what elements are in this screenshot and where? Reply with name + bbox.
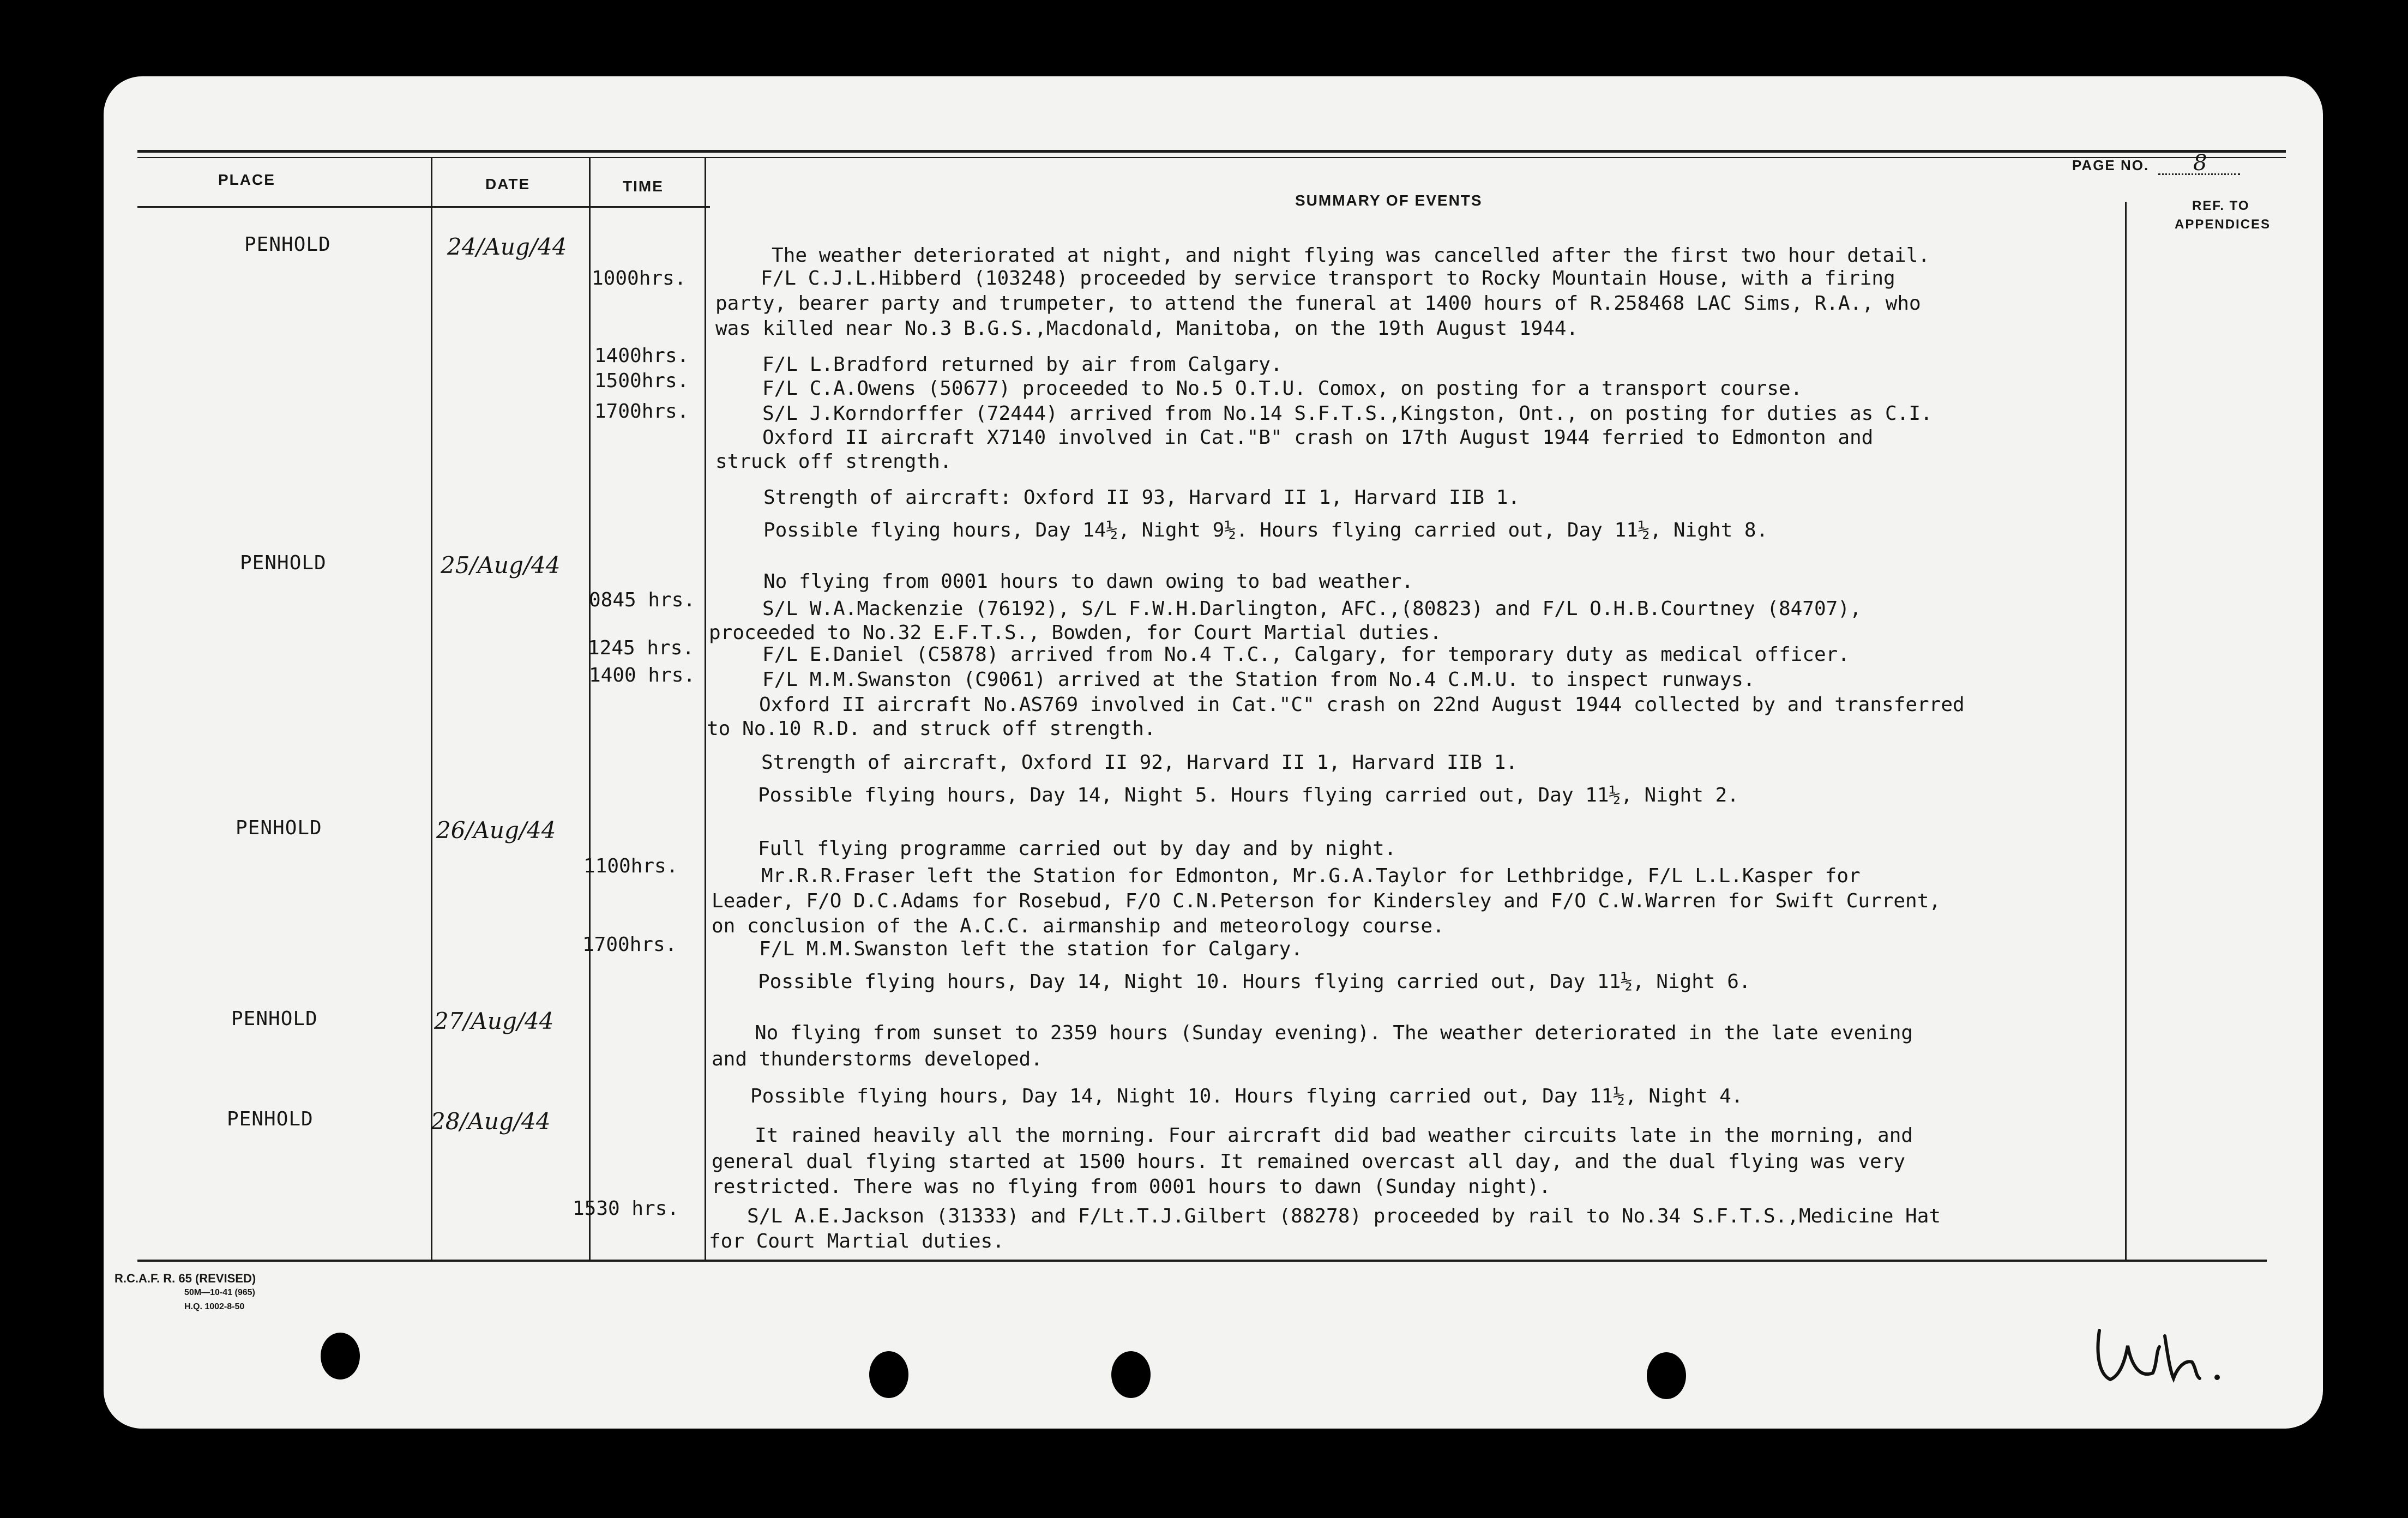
entry-date: 24/Aug/44 — [447, 233, 567, 260]
entry-line: No flying from 0001 hours to dawn owing to bad weather. — [763, 570, 1414, 593]
divider-date-time — [589, 157, 591, 1260]
entry-line: F/L M.M.Swanston left the station for Calgary. — [759, 938, 1303, 960]
entry-line: Possible flying hours, Day 14, Night 5. Hours flying carried out, Day 11½, Night 2. — [758, 784, 1739, 806]
handwritten-initials-signature — [2088, 1314, 2241, 1396]
entry-place: PENHOLD — [231, 1008, 318, 1030]
entry-place: PENHOLD — [236, 817, 322, 839]
punch-hole — [1647, 1352, 1686, 1399]
entry-line: general dual flying started at 1500 hours. It remained overcast all day, and the dual flying was very — [712, 1150, 1906, 1173]
entry-time: 1700hrs. — [582, 933, 677, 956]
entry-time: 1245 hrs. — [588, 637, 695, 659]
header-time: TIME — [623, 178, 664, 195]
entry-place: PENHOLD — [240, 552, 327, 574]
punch-hole — [869, 1351, 908, 1398]
entry-date: 26/Aug/44 — [436, 817, 556, 844]
header-summary: SUMMARY OF EVENTS — [1295, 192, 1483, 209]
divider-time-summary — [705, 157, 706, 1260]
header-ref: REF. TO — [2192, 198, 2250, 213]
entry-line: Possible flying hours, Day 14½, Night 9½. Hours flying carried out, Day 11½, Night 8. — [763, 519, 1768, 541]
entry-line: S/L W.A.Mackenzie (76192), S/L F.W.H.Darlington, AFC.,(80823) and F/L O.H.B.Courtney (84707), — [762, 598, 1862, 620]
divider-place-date — [431, 157, 432, 1260]
entry-line: S/L A.E.Jackson (31333) and F/Lt.T.J.Gilbert (88278) proceeded by rail to No.34 S.F.T.S.,Medicine Hat — [747, 1205, 1941, 1227]
entry-time: 1530 hrs. — [573, 1197, 679, 1220]
entry-line: F/L M.M.Swanston (C9061) arrived at the Station from No.4 C.M.U. to inspect runways. — [762, 668, 1755, 691]
entry-date: 25/Aug/44 — [441, 552, 561, 579]
entry-line: Oxford II aircraft No.AS769 involved in Cat."C" crash on 22nd August 1944 collected by and transferred — [759, 694, 1965, 716]
entry-time: 1500hrs. — [594, 370, 689, 392]
entry-line: restricted. There was no flying from 0001 hours to dawn (Sunday night). — [712, 1176, 1551, 1198]
entry-line: Strength of aircraft, Oxford II 92, Harvard II 1, Harvard IIB 1. — [761, 751, 1518, 774]
form-number: R.C.A.F. R. 65 (REVISED) — [115, 1272, 256, 1285]
entry-line: Full flying programme carried out by day and by night. — [758, 838, 1396, 860]
entry-time: 1400 hrs. — [589, 664, 696, 686]
punch-hole — [1111, 1351, 1151, 1398]
header-appendices: APPENDICES — [2175, 217, 2271, 232]
page-no-value: 8 — [2193, 150, 2207, 176]
page-no-label: PAGE NO. — [2072, 157, 2150, 173]
entry-line: Mr.R.R.Fraser left the Station for Edmonton, Mr.G.A.Taylor for Lethbridge, F/L L.L.Kasper for — [761, 865, 1861, 887]
entry-line: on conclusion of the A.C.C. airmanship and meteorology course. — [712, 915, 1444, 937]
entry-line: Possible flying hours, Day 14, Night 10. Hours flying carried out, Day 11½, Night 6. — [758, 971, 1751, 993]
entry-line: and thunderstorms developed. — [712, 1048, 1043, 1070]
entry-time: 1400hrs. — [594, 345, 689, 367]
entry-line: was killed near No.3 B.G.S.,Macdonald, Manitoba, on the 19th August 1944. — [715, 317, 1579, 340]
entry-line: struck off strength. — [715, 450, 952, 473]
entry-line: to No.10 R.D. and struck off strength. — [707, 718, 1156, 740]
entry-time: 1700hrs. — [594, 400, 689, 423]
entry-line: Leader, F/O D.C.Adams for Rosebud, F/O C.N.Peterson for Kindersley and F/O C.W.Warren for Swift Current, — [712, 890, 1941, 912]
entry-line: for Court Martial duties. — [709, 1230, 1004, 1252]
bottom-rule — [137, 1260, 2267, 1262]
entry-line: proceeded to No.32 E.F.T.S., Bowden, for Court Martial duties. — [709, 622, 1442, 644]
entry-line: party, bearer party and trumpeter, to attend the funeral at 1400 hours of R.258468 LAC Sims, R.A., who — [715, 292, 1921, 315]
entry-line: S/L J.Korndorffer (72444) arrived from No.14 S.F.T.S.,Kingston, Ont., on posting for duties as C.I. — [762, 402, 1933, 425]
entry-place: PENHOLD — [227, 1108, 314, 1130]
entry-date: 28/Aug/44 — [431, 1108, 551, 1135]
punch-hole — [321, 1333, 360, 1380]
print-line: H.Q. 1002-8-50 — [184, 1302, 245, 1311]
top-rule-thin — [137, 157, 2286, 158]
print-line: 50M—10-41 (965) — [184, 1288, 255, 1297]
entry-time: 1000hrs. — [592, 267, 687, 290]
entry-place: PENHOLD — [244, 233, 331, 256]
entry-time: 1100hrs. — [583, 855, 678, 877]
entry-line: It rained heavily all the morning. Four aircraft did bad weather circuits late in the morning, and — [755, 1124, 1913, 1147]
header-rule — [137, 206, 710, 208]
entry-line: F/L C.J.L.Hibberd (103248) proceeded by service transport to Rocky Mountain House, with a firing — [761, 267, 1895, 290]
divider-summary-ref — [2125, 202, 2127, 1260]
header-place: PLACE — [218, 171, 275, 188]
entry-line: Oxford II aircraft X7140 involved in Cat."B" crash on 17th August 1944 ferried to Edmonton and — [762, 426, 1874, 449]
header-date: DATE — [485, 176, 531, 192]
entry-line: Possible flying hours, Day 14, Night 10. Hours flying carried out, Day 11½, Night 4. — [750, 1085, 1743, 1107]
entry-line: The weather deteriorated at night, and night flying was cancelled after the first two hour detail. — [772, 244, 1930, 267]
entry-line: F/L L.Bradford returned by air from Calgary. — [762, 353, 1283, 376]
top-rule — [137, 150, 2286, 153]
entry-date: 27/Aug/44 — [434, 1008, 554, 1034]
entry-time: 0845 hrs. — [589, 589, 696, 611]
entry-line: F/L C.A.Owens (50677) proceeded to No.5 O.T.U. Comox, on posting for a transport course. — [762, 377, 1803, 400]
entry-line: Strength of aircraft: Oxford II 93, Harvard II 1, Harvard IIB 1. — [763, 486, 1520, 509]
entry-line: F/L E.Daniel (C5878) arrived from No.4 T.C., Calgary, for temporary duty as medical officer. — [762, 643, 1850, 666]
entry-line: No flying from sunset to 2359 hours (Sunday evening). The weather deteriorated in the late evening — [755, 1022, 1913, 1044]
